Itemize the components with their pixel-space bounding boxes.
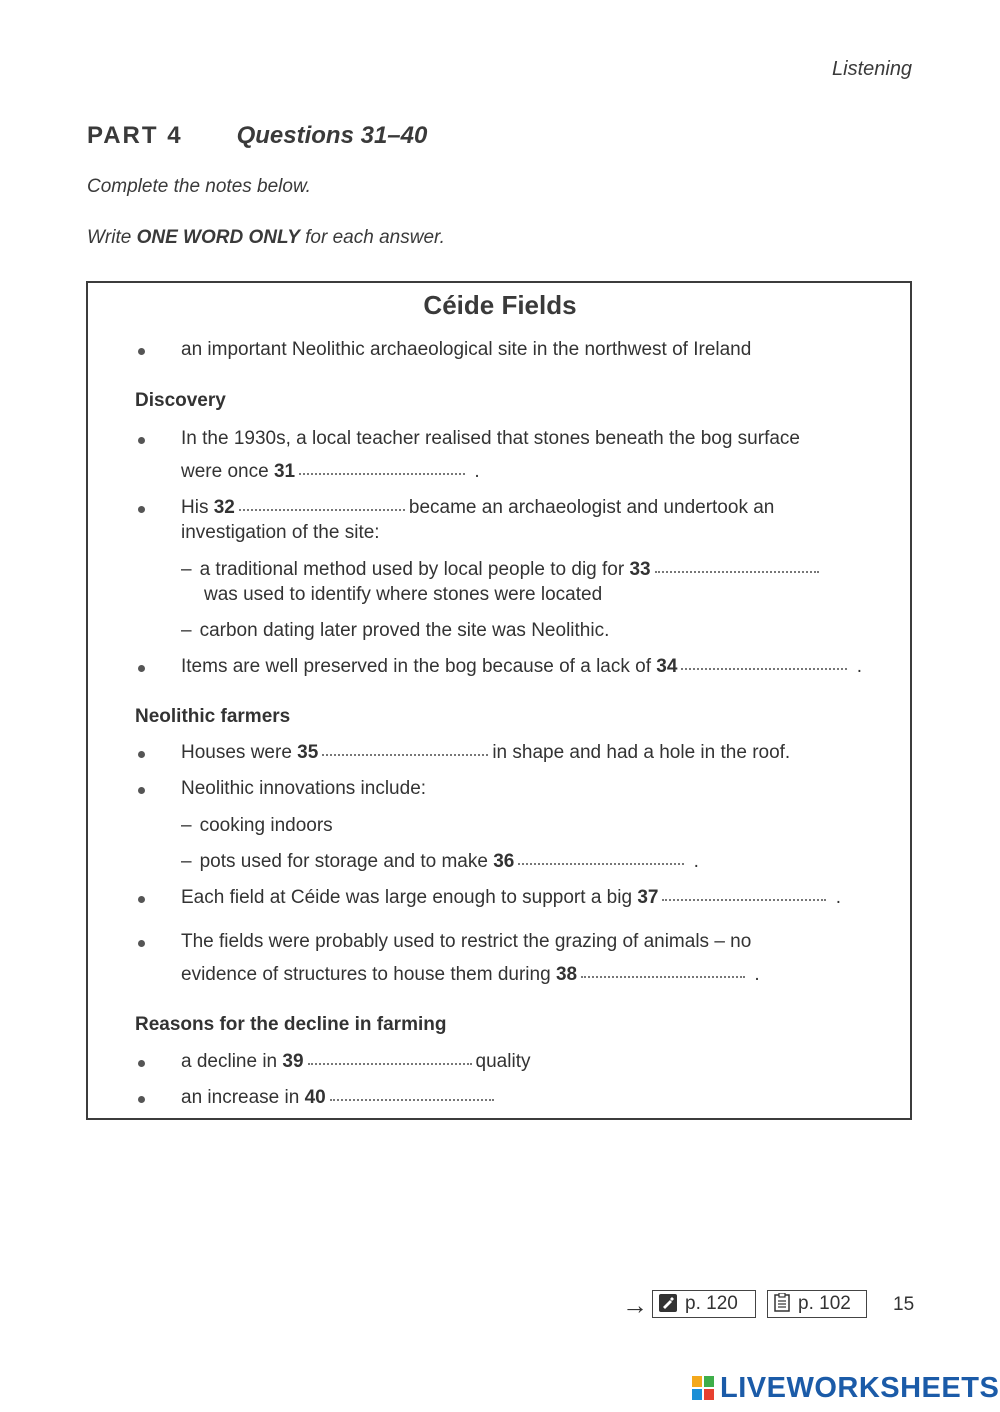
questions-range: Questions 31–40: [236, 122, 428, 149]
heading-neolithic-farmers: Neolithic farmers: [135, 706, 291, 727]
answer-38-blank[interactable]: [581, 976, 745, 978]
question-32-number: 32: [213, 497, 235, 518]
question-36-number: 36: [493, 851, 515, 872]
farmers-b4-line2: evidence of structures to house them during 38 .: [181, 964, 760, 985]
discovery-b2-line2: investigation of the site:: [181, 522, 380, 543]
answer-33-blank[interactable]: [655, 571, 819, 573]
discovery-b1-line1: In the 1930s, a local teacher realised that stones beneath the bog surface: [181, 428, 800, 449]
discovery-b2-line1: His 32 became an archaeologist and undertook an: [181, 497, 775, 518]
discovery-b3: Items are well preserved in the bog because of a lack of 34 .: [181, 656, 862, 677]
question-34-number: 34: [656, 656, 678, 677]
heading-decline: Reasons for the decline in farming: [135, 1014, 447, 1035]
liveworksheets-mark-icon: [692, 1376, 714, 1400]
arrow-right-icon: →: [622, 1290, 648, 1320]
farmers-b2: Neolithic innovations include:: [181, 778, 427, 799]
bullet-icon: [138, 751, 145, 758]
bullet-icon: [138, 506, 145, 513]
farmers-b4-line1: The fields were probably used to restrict the grazing of animals – no: [181, 931, 752, 952]
intro-text: an important Neolithic archaeological site in the northwest of Ireland: [181, 339, 752, 360]
audio-script-page: p. 120: [685, 1293, 738, 1314]
answer-key-reference[interactable]: [767, 1290, 867, 1318]
question-31-number: 31: [273, 461, 296, 482]
discovery-sub2: – carbon dating later proved the site was Neolithic.: [181, 620, 610, 641]
liveworksheets-wordmark: LIVEWORKSHEETS: [720, 1372, 1000, 1404]
audio-script-reference[interactable]: [652, 1290, 756, 1318]
discovery-sub1-line1: – a traditional method used by local people to dig for 33: [181, 559, 823, 581]
question-39-number: 39: [282, 1051, 304, 1072]
notes-title: Céide Fields: [423, 290, 577, 320]
question-38-number: 38: [555, 964, 578, 985]
discovery-b1-line2: were once 31 .: [181, 461, 480, 482]
audio-script-icon: [659, 1294, 677, 1318]
farmers-b3: Each field at Céide was large enough to support a big 37 .: [181, 887, 842, 908]
answer-34-blank[interactable]: [681, 668, 847, 670]
answer-32-blank[interactable]: [239, 509, 405, 511]
instruction-complete: Complete the notes below.: [87, 176, 311, 197]
bullet-icon: [138, 437, 145, 444]
farmers-sub2: – pots used for storage and to make 36 .: [181, 851, 699, 872]
instruction-word-limit: Write ONE WORD ONLY for each answer.: [87, 227, 445, 248]
question-40-number: 40: [304, 1087, 326, 1108]
decline-b2: an increase in 40: [181, 1087, 498, 1109]
answer-35-blank[interactable]: [322, 754, 488, 756]
part-label: PART 4: [87, 122, 183, 149]
bullet-icon: [138, 1060, 145, 1067]
question-33-number: 33: [629, 559, 651, 580]
answer-37-blank[interactable]: [662, 899, 826, 901]
bullet-icon: [138, 787, 145, 794]
answer-39-blank[interactable]: [308, 1063, 472, 1065]
section-label: Listening: [832, 58, 913, 80]
answer-36-blank[interactable]: [518, 863, 684, 865]
answer-40-blank[interactable]: [330, 1099, 494, 1101]
bullet-icon: [138, 940, 145, 947]
discovery-sub1-line2: was used to identify where stones were located: [204, 584, 603, 605]
answer-key-page: p. 102: [798, 1293, 851, 1314]
farmers-b1: Houses were 35 in shape and had a hole in the roof.: [181, 742, 791, 763]
bullet-icon: [138, 1096, 145, 1103]
decline-b1: a decline in 39 quality: [181, 1051, 531, 1072]
question-35-number: 35: [297, 742, 319, 763]
bullet-icon: [138, 348, 145, 355]
farmers-sub1: – cooking indoors: [181, 815, 333, 836]
bullet-icon: [138, 896, 145, 903]
part-heading: [87, 122, 427, 150]
bullet-icon: [138, 665, 145, 672]
page-number: 15: [893, 1294, 915, 1315]
question-37-number: 37: [637, 887, 659, 908]
answer-31-blank[interactable]: [299, 473, 465, 475]
heading-discovery: Discovery: [135, 390, 226, 411]
answer-key-icon: [774, 1293, 790, 1318]
